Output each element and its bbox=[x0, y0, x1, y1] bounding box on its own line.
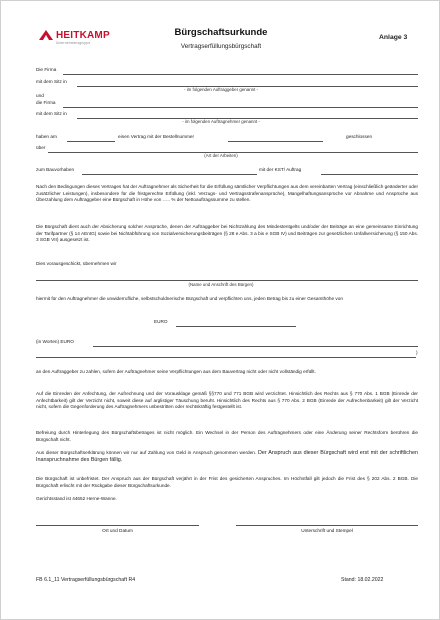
paragraph-defenses: Auf die Einreden der Anfechtung, der Aufrechnung und der Vorausklage gemäß §§770 und 771 BGB wird verzichtet. Hinsichtlich des Rechts aus § 770 Abs. 1 BGB (Einrede der Anfechtbarkeit) gilt der Verzicht nicht, soweit diese auf arglistiger Täuschung beruht. Hinsichtlich des Rechts aus § 770 Abs. 2 BGB (Einrede der Aufrechenbarkeit) gilt der Verzicht nicht, sofern die Gegenforderung des Auftragnehmers unbestritten oder rechtskräftig festgestellt ist. bbox=[36, 391, 418, 409]
and-label: und bbox=[36, 93, 44, 98]
firm-label: Die Firma bbox=[36, 67, 57, 72]
paragraph-security: Nach den Bedingungen dieses Vertrages hat der Auftragnehmer als Sicherheit für die Erfüllung sämtlicher Verpflichtungen aus dem vereinbarten Vertrag (einschließlich geänderter oder zusätzlicher Leistungen), insbesondere für die fristgerechte Erfüllung (inkl. Verzugs- und Vertragsstrafenansprüche), Mangelhaftungsansprüche vor Abnahme und Ansprüche aus Überzahlung dem Auftraggeber eine Bürgschaft in Höhe von ….. % der Nettoauftragssumme zu stellen. bbox=[36, 184, 418, 202]
seat2-label: mit dem Sitz in bbox=[36, 111, 67, 116]
place-date-label: Ort und Datum bbox=[102, 528, 133, 533]
contract-order-label: einen Vertrag mit der Bestellnummer bbox=[118, 134, 195, 139]
document-title: Bürgschaftsurkunde bbox=[174, 27, 268, 38]
paragraph-obligation: hiermit für den Auftragnehmer die unwiderrufliche, selbstschuldnerische Bürgschaft und verpflichten uns, jeden Betrag bis zu einer Gesamthöhe von bbox=[36, 296, 343, 301]
client-hint: - im folgenden Auftraggeber genannt - bbox=[184, 87, 258, 92]
guarantor-hint: (Name und Anschrift des Bürgen) bbox=[188, 282, 254, 287]
construction-line[interactable] bbox=[82, 174, 257, 175]
claim-money-text: Aus dieser Bürgschaftserklärung können wir nur auf Zahlung von Geld in Anspruch genommen werden. bbox=[36, 450, 257, 455]
signature-line[interactable] bbox=[236, 525, 418, 526]
paragraph-payment: an den Auftraggeber zu zahlen, sofern der Auftragnehmer seine Verpflichtungen aus dem Bauvertrag nicht oder nicht vollständig erfüllt. bbox=[36, 369, 316, 374]
paragraph-term: Die Bürgschaft ist unbefristet. Der Anspruch aus der Bürgschaft verjährt in der Frist des gesicherten Anspruches. Im Höchstfall gilt jedoch die Frist des § 202 Abs. 2 BGB. Die Bürgschaft erlischt mit der Rückgabe dieser Bürgschaftsurkunde. bbox=[36, 476, 418, 488]
form-id: FB 6.1_11 Vertragserfüllungsbürgschaft R4 bbox=[36, 577, 136, 583]
guarantor-line[interactable] bbox=[36, 280, 418, 281]
signature-label: Unterschrift und Stempel bbox=[301, 528, 353, 533]
work-type-hint: (Art der Arbeiten) bbox=[204, 153, 238, 158]
close-paren: ) bbox=[416, 350, 418, 355]
paragraph-deposit: Befreiung durch Hinterlegung des Bürgschaftsbetrages ist nicht möglich. Ein Wechsel in der Person des Auftragnehmers oder eine Änderung seiner Rechtsform berühren die Bürgschaft nicht. bbox=[36, 430, 418, 442]
kst-label: mit der KST/ Auftrag bbox=[259, 167, 302, 172]
paragraph-preamble: Dies vorausgeschickt, übernehmen wir bbox=[36, 261, 117, 266]
place-date-line[interactable] bbox=[36, 525, 199, 526]
euro-label: EURO bbox=[154, 319, 168, 324]
brand-tagline: Unternehmensgruppe bbox=[56, 41, 91, 45]
words-label: (in Worten) EURO bbox=[36, 339, 74, 344]
concluded-label: geschlossen bbox=[346, 134, 373, 139]
date-line[interactable] bbox=[67, 141, 115, 142]
construction-label: zum Bauvorhaben bbox=[36, 167, 75, 172]
version-date: Stand: 18.02.2022 bbox=[341, 577, 384, 583]
claim-due-text: Der Anspruch aus dieser Bürgschaft wird erst mit der schriftlichen Inanspruchnahme des Bürgen fällig. bbox=[36, 450, 418, 463]
firm2-line[interactable] bbox=[63, 107, 418, 108]
about-label: über bbox=[36, 145, 46, 150]
amount-line[interactable] bbox=[176, 326, 296, 327]
paragraph-minimum-wage: Die Bürgschaft dient auch der Absicherung solcher Ansprüche, denen der Auftraggeber bei Nichtzahlung des Mindestentgelts und/oder der Beiträge an eine gemeinsame Einrichtung der Tarifpartner (§ 14 AEntG) sowie bei Nichtabführung von Sozialversicherungsbeiträgen (§ 28 e Abs. 3 a bis e SGB IV) und Beiträgen zur gesetzlichen Unfallversicherung (§ 150 Abs. 3 SGB VII) ausgesetzt ist. bbox=[36, 224, 418, 242]
have-on-label: haben am bbox=[36, 134, 57, 139]
document-subtitle: Vertragserfüllungsbürgschaft bbox=[180, 43, 262, 50]
kst-line[interactable] bbox=[321, 174, 418, 175]
contractor-hint: - im folgenden Auftragnehmer genannt - bbox=[182, 119, 260, 124]
firm2-label: die Firma bbox=[36, 100, 56, 105]
seat-label: mit dem Sitz in bbox=[36, 79, 67, 84]
order-number-line[interactable] bbox=[228, 141, 323, 142]
paragraph-jurisdiction: Gerichtsstand ist 44652 Herne-Wanne. bbox=[36, 496, 117, 501]
firm-line[interactable] bbox=[63, 74, 418, 75]
amount-words-line-2[interactable] bbox=[36, 357, 416, 358]
amount-words-line-1[interactable] bbox=[93, 346, 418, 347]
attachment-label: Anlage 3 bbox=[379, 34, 408, 41]
brand-name: HEITKAMP bbox=[56, 30, 110, 41]
paragraph-claim bbox=[36, 450, 418, 463]
